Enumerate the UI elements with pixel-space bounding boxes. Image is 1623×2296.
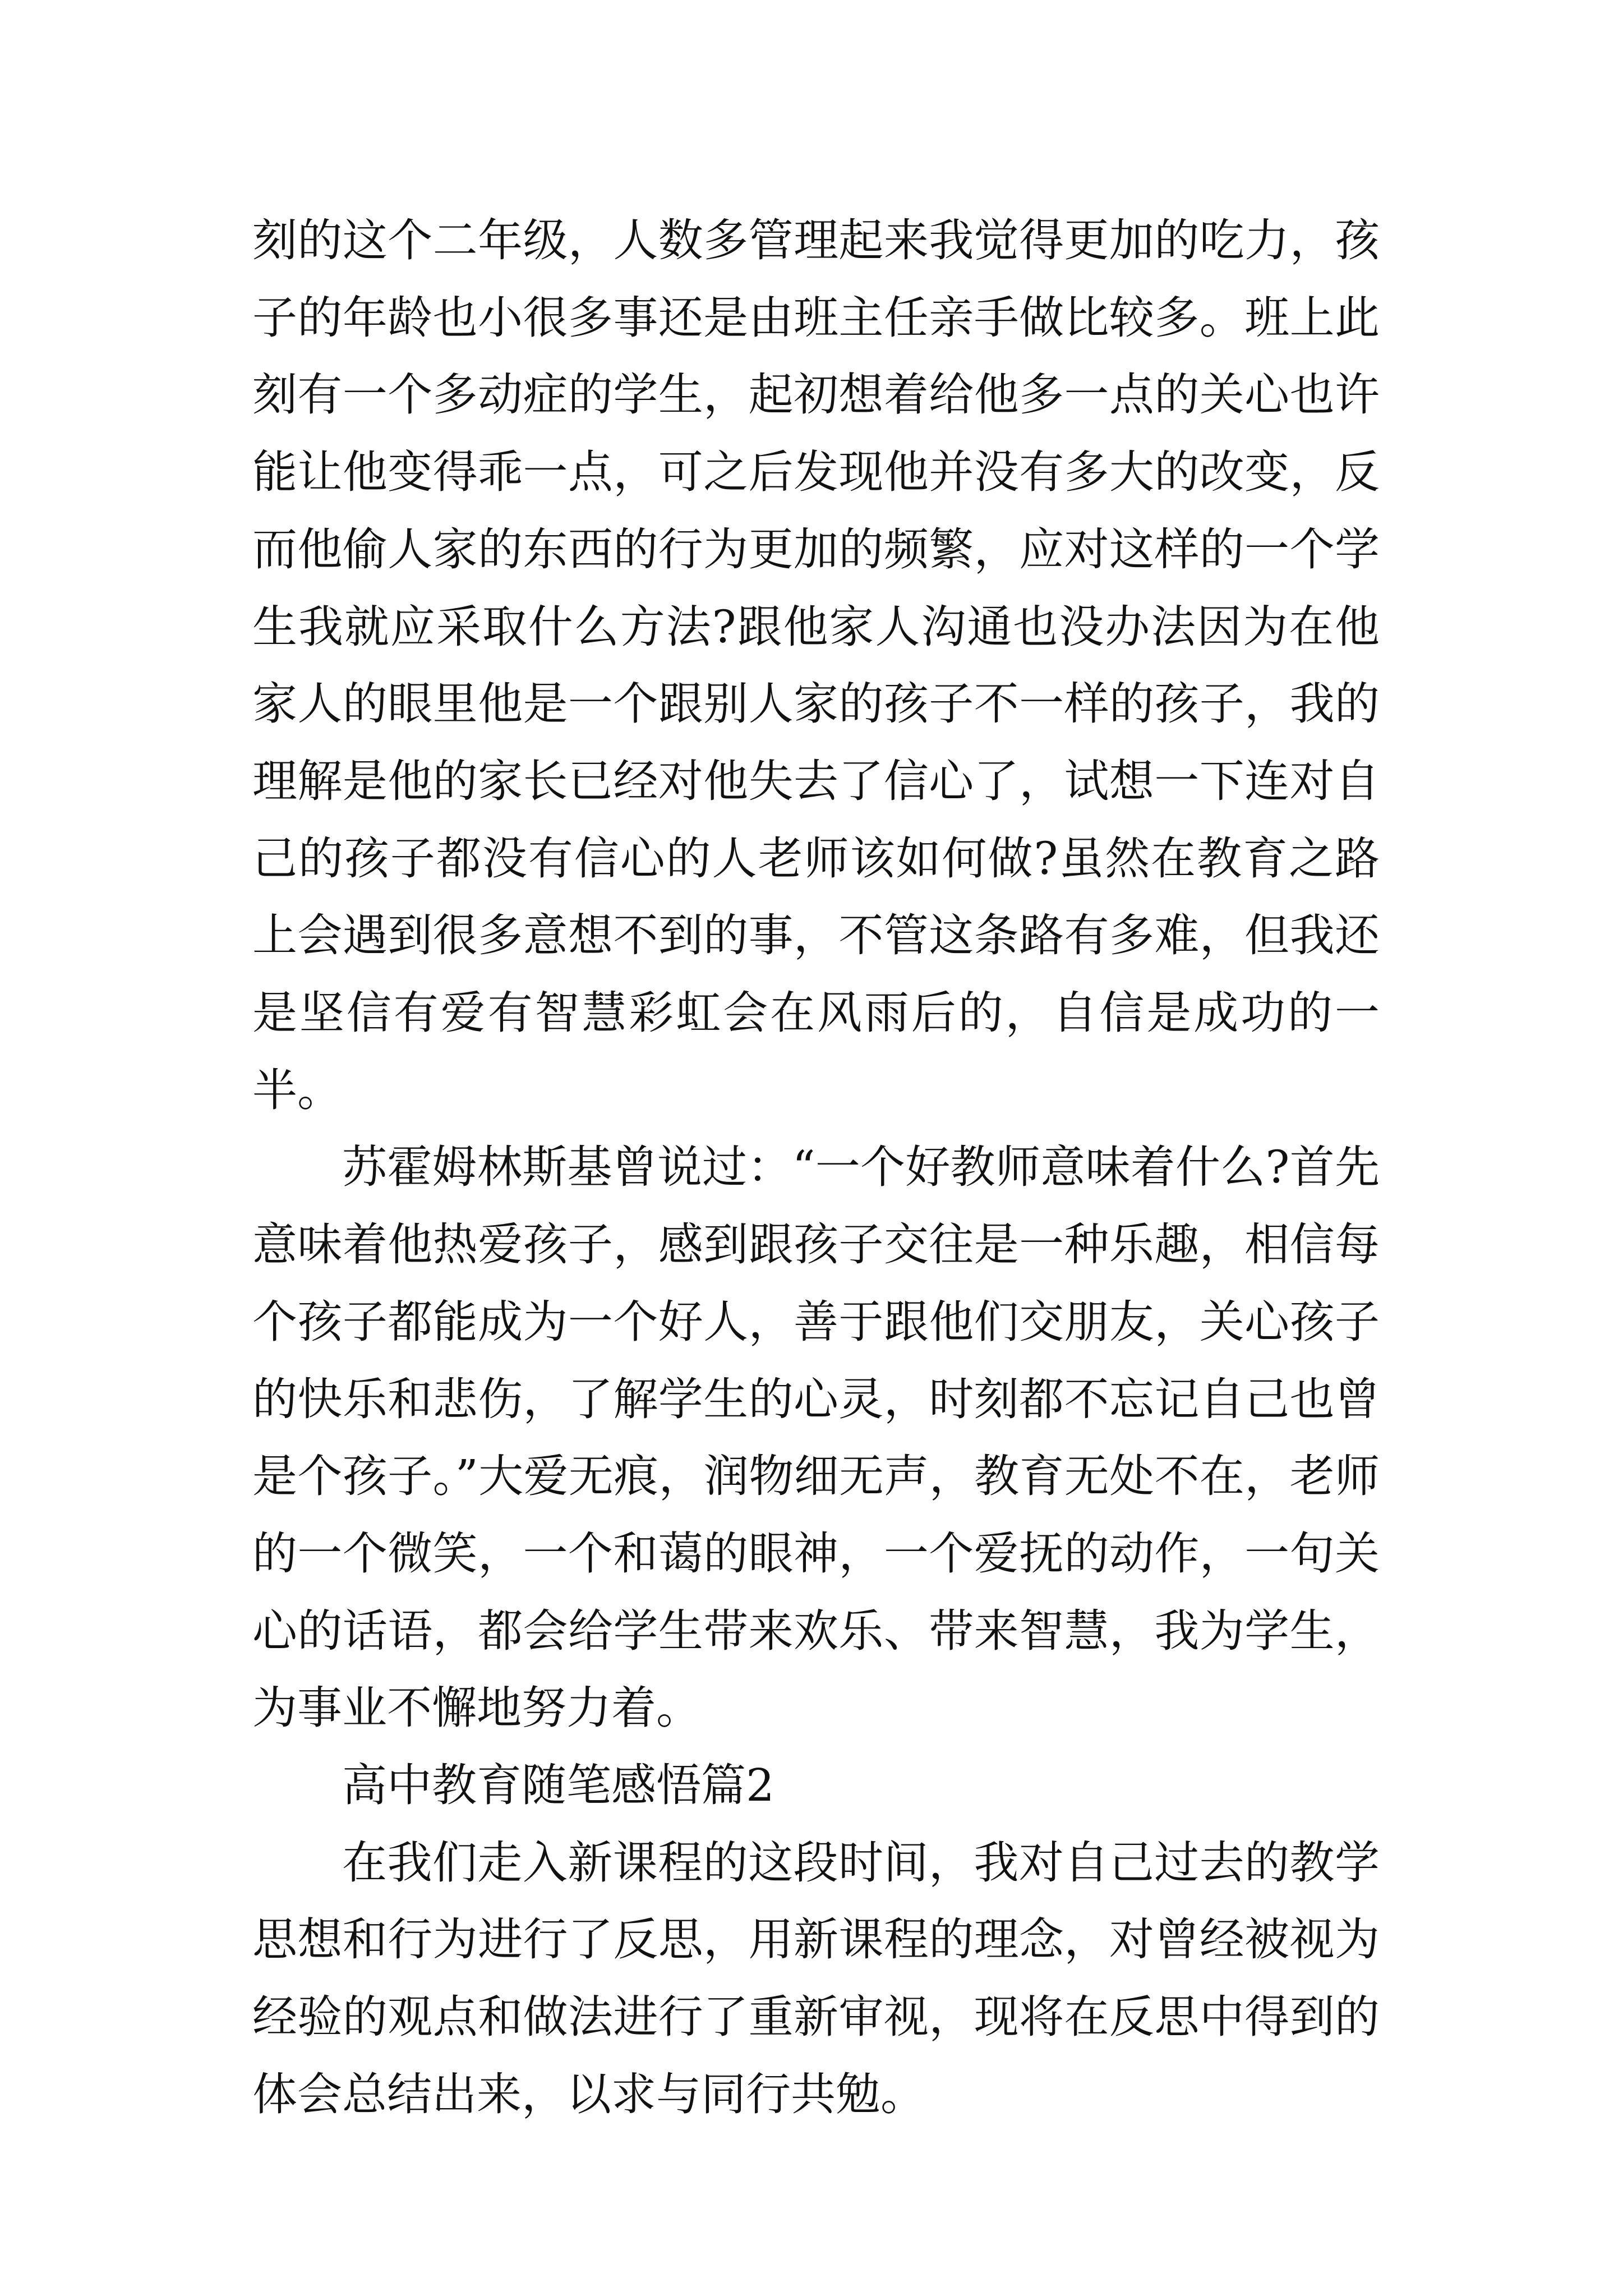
document-body xyxy=(252,202,1380,2133)
body-paragraph-continued: 刻的这个二年级，人数多管理起来我觉得更加的吃力，孩子的年龄也小很多事还是由班主任亲手做比较多。班上此刻有一个多动症的学生，起初想着给他多一点的关心也许能让他变得乖一点，可之后发现他并没有多大的改变，反而他偷人家的东西的行为更加的频繁，应对这样的一个学生我就应采取什么方法?跟他家人沟通也没办法因为在他家人的眼里他是一个跟别人家的孩子不一样的孩子，我的理解是他的家长已经对他失去了信心了，试想一下连对自己的孩子都没有信心的人老师该如何做?虽然在教育之路上会遇到很多意想不到的事，不管这条路有多难，但我还是坚信有爱有智慧彩虹会在风雨后的，自信是成功的一半。 xyxy=(252,214,1380,1116)
body-paragraph-intro: 在我们走入新课程的这段时间，我对自己过去的教学思想和行为进行了反思，用新课程的理念，对曾经被视为经验的观点和做法进行了重新审视，现将在反思中得到的体会总结出来，以求与同行共勉。 xyxy=(252,1836,1380,2120)
section-heading: 高中教育随笔感悟篇2 xyxy=(342,1759,774,1812)
body-paragraph-quote: 苏霍姆林斯基曾说过：“一个好教师意味着什么?首先意味着他热爱孩子，感到跟孩子交往是一种乐趣，相信每个孩子都能成为一个好人，善于跟他们交朋友，关心孩子的快乐和悲伤，了解学生的心灵，时刻都不忘记自己也曾是个孩子。”大爱无痕，润物细无声，教育无处不在，老师的一个微笑，一个和蔼的眼神，一个爱抚的动作，一句关心的话语，都会给学生带来欢乐、带来智慧，我为学生，为事业不懈地努力着。 xyxy=(252,1141,1380,1734)
